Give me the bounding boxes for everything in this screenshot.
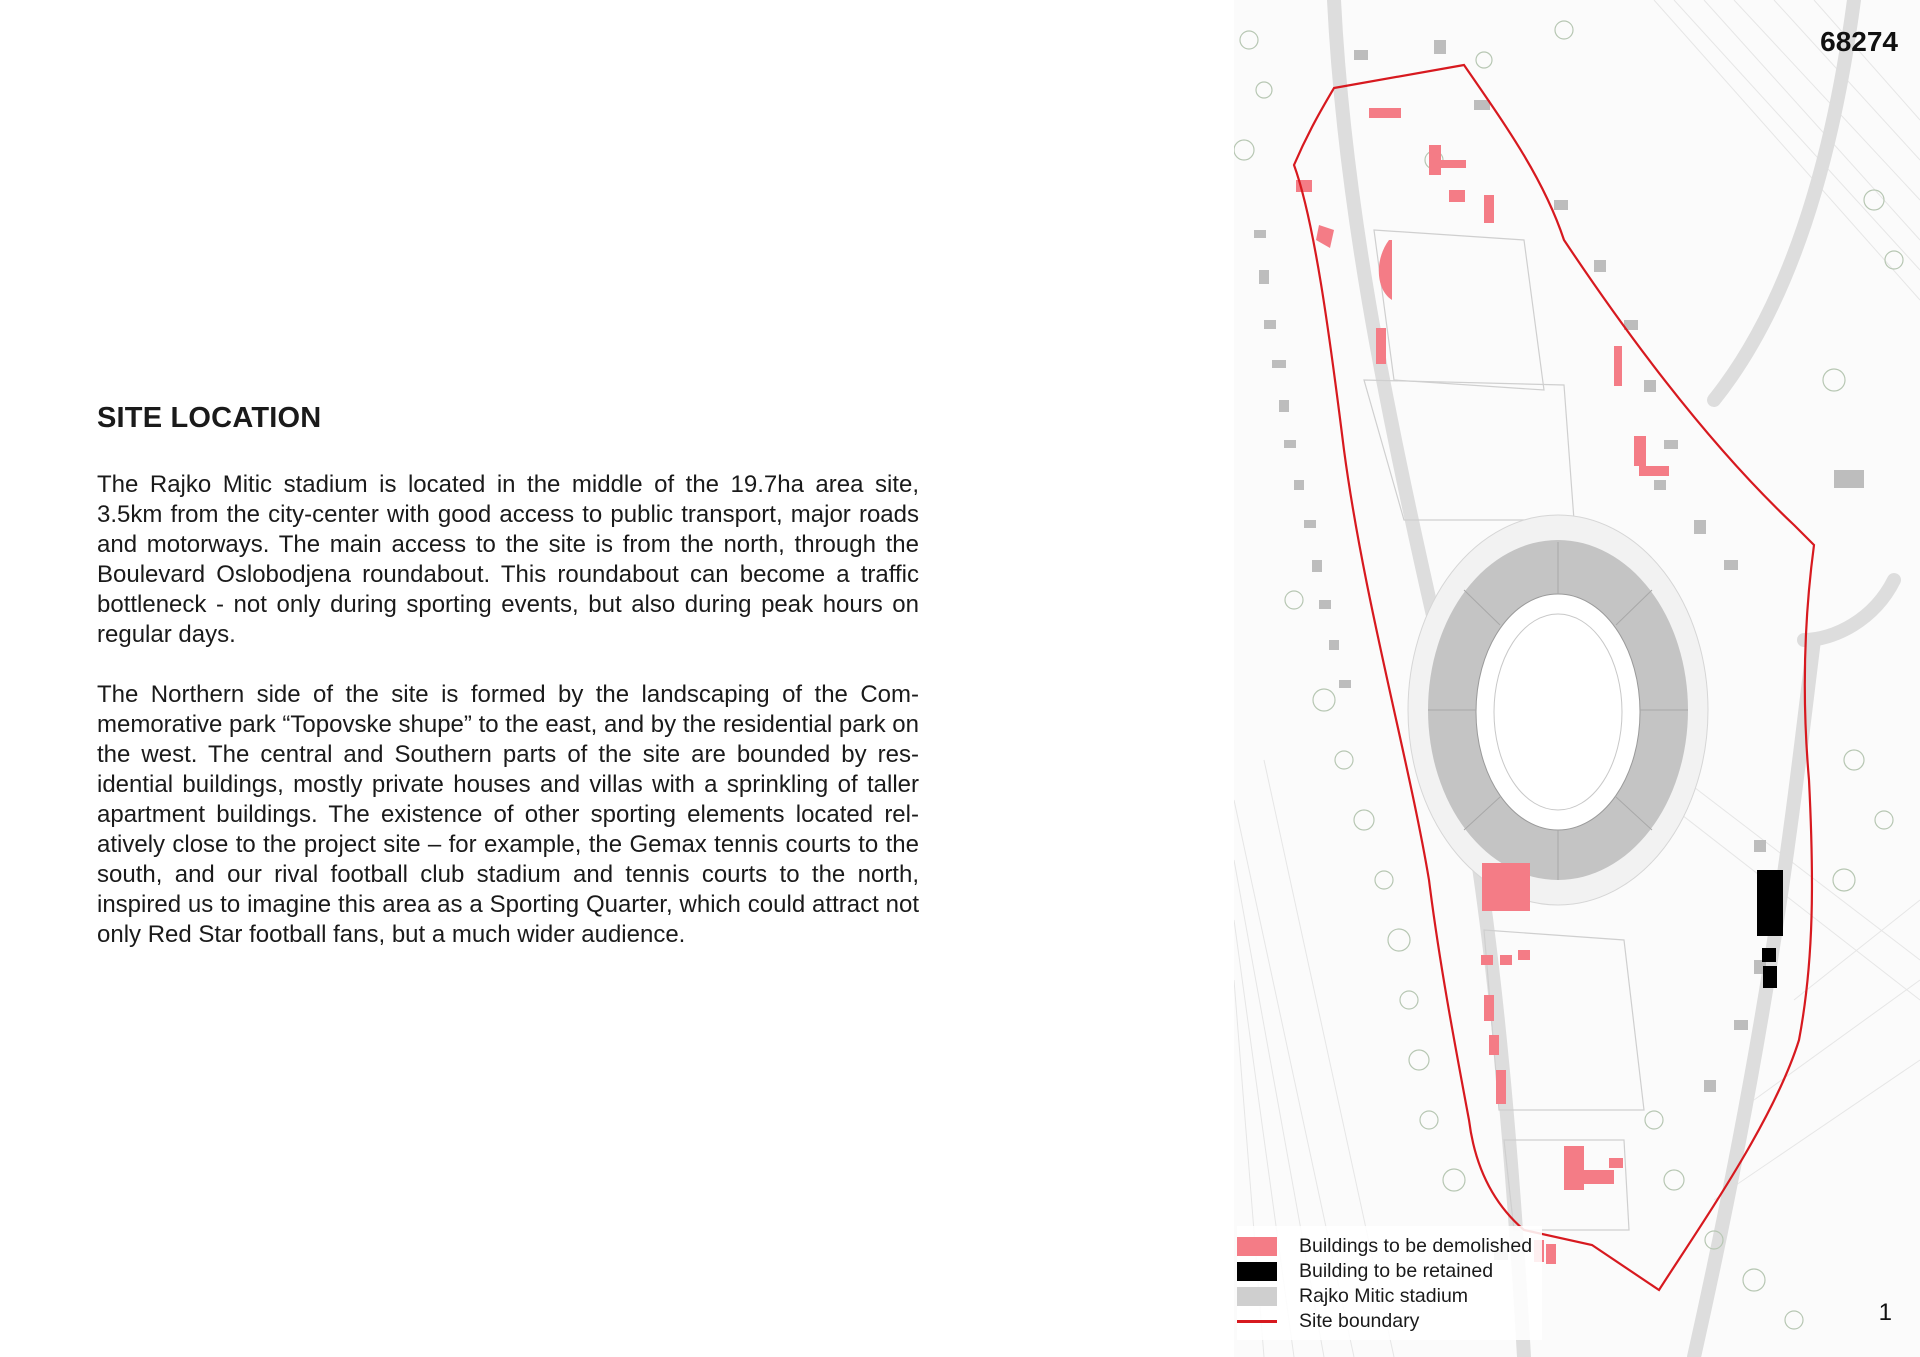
map-legend: [1237, 1226, 1542, 1340]
legend-swatch-stadium: [1237, 1287, 1277, 1306]
paragraph-2: The Northern side of the site is formed by the landscaping of the Commemorative park “Topovske shupe” to the east, and by the residential park on the west. The central and Southern parts of the site are bounded by residential buildings, mostly private houses and villas with a sprinkling of taller apartment buildings. The existence of other sporting elements located relatively close to the project site – for example, the Gemax tennis courts to the south, and our rival football club stadium and tennis courts to the north, inspired us to imagine this area as a Sporting Quarter, which could attract not only Red Star football fans, but a much wider audience.: [97, 681, 919, 948]
sheet-number: 68274: [1820, 26, 1898, 57]
legend-item-boundary: [1237, 1309, 1532, 1334]
legend-item-retained: [1237, 1259, 1532, 1284]
legend-label: Site boundary: [1299, 1310, 1420, 1332]
legend-label: Rajko Mitic stadium: [1299, 1285, 1469, 1307]
legend-swatch-boundary: [1237, 1320, 1277, 1323]
section-heading: SITE LOCATION: [97, 402, 322, 434]
legend-swatch-demolished: [1237, 1237, 1277, 1256]
stadium: [1408, 515, 1708, 905]
legend-item-stadium: [1237, 1284, 1532, 1309]
paragraph-1: The Rajko Mitic stadium is located in the middle of the 19.7ha area site, 3.5km from the city-center with good access to public transport, major roads and motorways. The main access to the site is from the north, through the Boulevard Oslobodjena roundabout. This roundabout can become a traffic bottleneck - not only during sporting events, but also during peak hours on regular days.: [97, 471, 919, 648]
legend-label: Building to be retained: [1299, 1260, 1494, 1282]
site-plan-drawing: [1234, 0, 1920, 1357]
site-plan-map: [1234, 0, 1920, 1357]
legend-swatch-retained: [1237, 1262, 1277, 1281]
page-number: 1: [1878, 1299, 1892, 1326]
body-text: [97, 470, 919, 980]
legend-item-demolished: [1237, 1234, 1532, 1259]
legend-label: Buildings to be demolished: [1299, 1235, 1533, 1257]
